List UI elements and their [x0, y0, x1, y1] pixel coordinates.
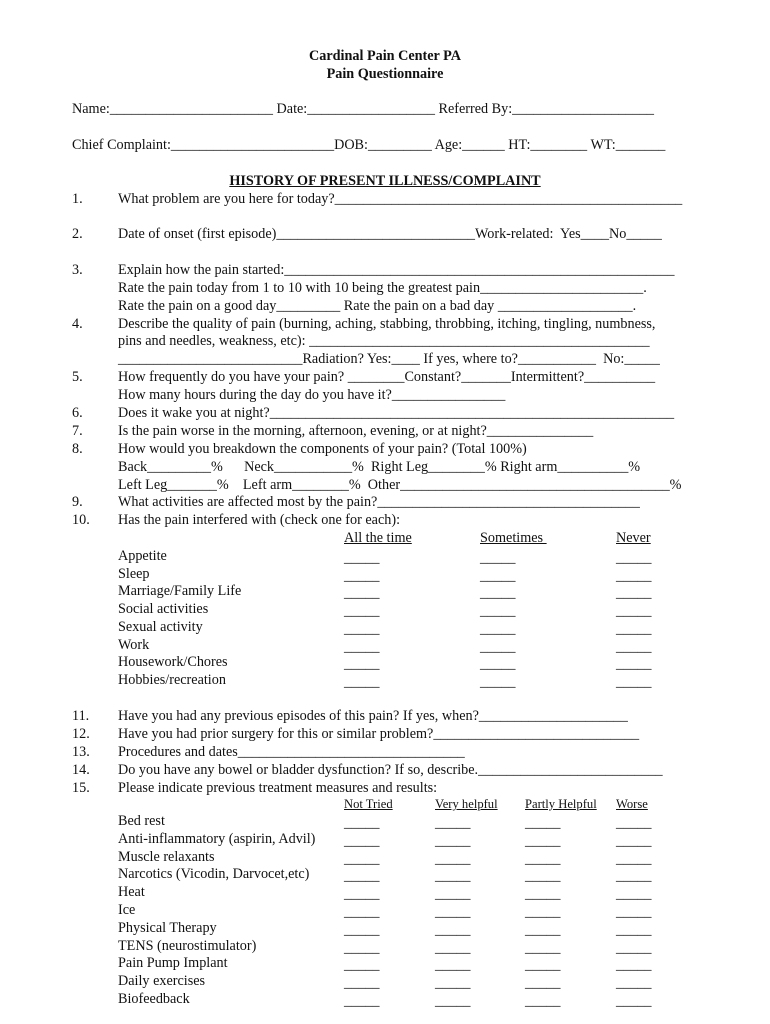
interference-check-blank[interactable]: _____	[616, 585, 652, 601]
question-number: 8.	[72, 441, 83, 457]
interference-check-blank[interactable]: _____	[344, 585, 380, 601]
question-1[interactable]: What problem are you here for today?_________________________________________________	[118, 191, 683, 207]
treatment-check-blank[interactable]: _____	[616, 957, 652, 973]
question-15: Please indicate previous treatment measures and results:	[118, 780, 438, 796]
question-11[interactable]: Have you had any previous episodes of this pain? If yes, when?_____________________	[118, 708, 628, 724]
question-13[interactable]: Procedures and dates________________________________	[118, 744, 465, 760]
treatment-row-label: Anti-inflammatory (aspirin, Advil)	[118, 831, 316, 847]
treatment-row-label: Narcotics (Vicodin, Darvocet,etc)	[118, 866, 310, 882]
question-2[interactable]: Date of onset (first episode)____________________________Work-related: Yes____No_____	[118, 226, 662, 242]
question-7[interactable]: Is the pain worse in the morning, afternoon, evening, or at night?_______________	[118, 423, 594, 439]
treatment-check-blank[interactable]: _____	[435, 815, 471, 831]
question-number: 15.	[72, 780, 90, 796]
treatment-check-blank[interactable]: _____	[525, 833, 561, 849]
question-number: 13.	[72, 744, 90, 760]
treatment-check-blank[interactable]: _____	[616, 851, 652, 867]
column-header-all-the-time: All the time	[344, 530, 412, 546]
treatment-check-blank[interactable]: _____	[435, 957, 471, 973]
treatment-check-blank[interactable]: _____	[435, 904, 471, 920]
interference-row-label: Marriage/Family Life	[118, 583, 242, 599]
treatment-row-label: Daily exercises	[118, 973, 206, 989]
treatment-check-blank[interactable]: _____	[344, 975, 380, 991]
treatment-check-blank[interactable]: _____	[616, 975, 652, 991]
treatment-check-blank[interactable]: _____	[344, 993, 380, 1009]
treatment-row-label: Biofeedback	[118, 991, 190, 1007]
treatment-check-blank[interactable]: _____	[616, 993, 652, 1009]
interference-check-blank[interactable]: _____	[344, 568, 380, 584]
interference-check-blank[interactable]: _____	[344, 656, 380, 672]
question-number: 2.	[72, 226, 83, 242]
interference-check-blank[interactable]: _____	[480, 568, 516, 584]
treatment-check-blank[interactable]: _____	[344, 922, 380, 938]
question-number: 14.	[72, 762, 90, 778]
question-10: Has the pain interfered with (check one for each):	[118, 512, 401, 528]
interference-row-label: Sleep	[118, 566, 150, 582]
column-header-very-helpful: Very helpful	[435, 797, 498, 811]
treatment-check-blank[interactable]: _____	[344, 851, 380, 867]
treatment-check-blank[interactable]: _____	[435, 833, 471, 849]
interference-check-blank[interactable]: _____	[344, 603, 380, 619]
treatment-check-blank[interactable]: _____	[344, 957, 380, 973]
treatment-row-label: Physical Therapy	[118, 920, 217, 936]
treatment-check-blank[interactable]: _____	[616, 868, 652, 884]
treatment-row-label: TENS (neurostimulator)	[118, 938, 257, 954]
treatment-check-blank[interactable]: _____	[616, 815, 652, 831]
treatment-check-blank[interactable]: _____	[525, 957, 561, 973]
treatment-check-blank[interactable]: _____	[344, 815, 380, 831]
question-number: 7.	[72, 423, 83, 439]
treatment-row-label: Ice	[118, 902, 136, 918]
interference-row-label: Sexual activity	[118, 619, 203, 635]
treatment-check-blank[interactable]: _____	[616, 922, 652, 938]
question-number: 1.	[72, 191, 83, 207]
question-number: 11.	[72, 708, 90, 724]
column-header-partly-helpful: Partly Helpful	[525, 797, 597, 811]
question-5-hours[interactable]: How many hours during the day do you have it?________________	[118, 387, 506, 403]
question-14[interactable]: Do you have any bowel or bladder dysfunction? If so, describe.__________________________	[118, 762, 663, 778]
question-8-back-neck-right[interactable]: Back_________% Neck___________% Right Leg________% Right arm__________%	[118, 459, 641, 475]
treatment-check-blank[interactable]: _____	[525, 975, 561, 991]
interference-check-blank[interactable]: _____	[616, 621, 652, 637]
treatment-check-blank[interactable]: _____	[435, 940, 471, 956]
interference-check-blank[interactable]: _____	[480, 603, 516, 619]
interference-row-label: Appetite	[118, 548, 167, 564]
interference-check-blank[interactable]: _____	[344, 639, 380, 655]
column-header-sometimes: Sometimes	[480, 530, 547, 546]
treatment-check-blank[interactable]: _____	[344, 886, 380, 902]
question-number: 5.	[72, 369, 83, 385]
interference-row-label: Housework/Chores	[118, 654, 228, 670]
treatment-row-label: Bed rest	[118, 813, 165, 829]
question-9[interactable]: What activities are affected most by the pain?_____________________________________	[118, 494, 640, 510]
treatment-check-blank[interactable]: _____	[344, 940, 380, 956]
question-number: 4.	[72, 316, 83, 332]
question-4: Describe the quality of pain (burning, aching, stabbing, throbbing, itching, tingling, numbness,	[118, 316, 656, 332]
form-title: Pain Questionnaire	[326, 66, 444, 82]
question-6[interactable]: Does it wake you at night?_________________________________________________________	[118, 405, 675, 421]
treatment-check-blank[interactable]: _____	[616, 833, 652, 849]
treatment-check-blank[interactable]: _____	[435, 851, 471, 867]
treatment-check-blank[interactable]: _____	[616, 904, 652, 920]
treatment-check-blank[interactable]: _____	[525, 940, 561, 956]
question-3-pain-today[interactable]: Rate the pain today from 1 to 10 with 10 being the greatest pain_______________________.	[118, 280, 647, 296]
interference-check-blank[interactable]: _____	[616, 568, 652, 584]
question-8-left-other[interactable]: Left Leg_______% Left arm________% Other______________________________________%	[118, 477, 682, 493]
question-number: 3.	[72, 262, 83, 278]
treatment-row-label: Heat	[118, 884, 145, 900]
treatment-check-blank[interactable]: _____	[435, 993, 471, 1009]
interference-check-blank[interactable]: _____	[480, 656, 516, 672]
treatment-check-blank[interactable]: _____	[525, 868, 561, 884]
treatment-check-blank[interactable]: _____	[525, 993, 561, 1009]
treatment-check-blank[interactable]: _____	[344, 904, 380, 920]
question-12[interactable]: Have you had prior surgery for this or similar problem?_____________________________	[118, 726, 640, 742]
treatment-check-blank[interactable]: _____	[435, 975, 471, 991]
interference-check-blank[interactable]: _____	[616, 674, 652, 690]
interference-check-blank[interactable]: _____	[616, 550, 652, 566]
question-number: 12.	[72, 726, 90, 742]
treatment-check-blank[interactable]: _____	[435, 886, 471, 902]
question-4-radiation[interactable]: __________________________Radiation? Yes:____ If yes, where to?___________ No:_____	[118, 351, 660, 367]
question-3[interactable]: Explain how the pain started:_______________________________________________________	[118, 262, 675, 278]
interference-check-blank[interactable]: _____	[616, 639, 652, 655]
interference-check-blank[interactable]: _____	[344, 621, 380, 637]
patient-info-line-1[interactable]: Name:_______________________ Date:__________________ Referred By:____________________	[72, 101, 655, 117]
interference-row-label: Work	[118, 637, 150, 653]
interference-check-blank[interactable]: _____	[480, 674, 516, 690]
interference-check-blank[interactable]: _____	[616, 656, 652, 672]
interference-check-blank[interactable]: _____	[480, 550, 516, 566]
treatment-check-blank[interactable]: _____	[525, 886, 561, 902]
interference-check-blank[interactable]: _____	[344, 674, 380, 690]
question-number: 6.	[72, 405, 83, 421]
column-header-worse: Worse	[616, 797, 648, 811]
treatment-check-blank[interactable]: _____	[525, 851, 561, 867]
interference-row-label: Social activities	[118, 601, 209, 617]
treatment-check-blank[interactable]: _____	[616, 940, 652, 956]
column-header-not-tried: Not Tried	[344, 797, 393, 811]
column-header-never: Never	[616, 530, 651, 546]
question-4-continued[interactable]: pins and needles, weakness, etc): ________________________________________________	[118, 333, 650, 349]
treatment-check-blank[interactable]: _____	[344, 868, 380, 884]
patient-info-line-2[interactable]: Chief Complaint:_______________________DOB:_________ Age:______ HT:________ WT:_______	[72, 137, 666, 153]
treatment-check-blank[interactable]: _____	[525, 904, 561, 920]
interference-check-blank[interactable]: _____	[480, 585, 516, 601]
question-5[interactable]: How frequently do you have your pain? ________Constant?_______Intermittent?__________	[118, 369, 656, 385]
organization-name: Cardinal Pain Center PA	[309, 48, 461, 64]
question-number: 9.	[72, 494, 83, 510]
treatment-check-blank[interactable]: _____	[435, 922, 471, 938]
question-number: 10.	[72, 512, 90, 528]
treatment-check-blank[interactable]: _____	[616, 886, 652, 902]
treatment-check-blank[interactable]: _____	[525, 815, 561, 831]
treatment-check-blank[interactable]: _____	[435, 868, 471, 884]
interference-check-blank[interactable]: _____	[480, 639, 516, 655]
treatment-check-blank[interactable]: _____	[344, 833, 380, 849]
section-title: HISTORY OF PRESENT ILLNESS/COMPLAINT	[229, 173, 541, 189]
treatment-check-blank[interactable]: _____	[525, 922, 561, 938]
question-8: How would you breakdown the components of your pain? (Total 100%)	[118, 441, 527, 457]
question-3-pain-range[interactable]: Rate the pain on a good day_________ Rate the pain on a bad day ___________________.	[118, 298, 637, 314]
interference-check-blank[interactable]: _____	[616, 603, 652, 619]
treatment-row-label: Muscle relaxants	[118, 849, 215, 865]
interference-check-blank[interactable]: _____	[480, 621, 516, 637]
interference-check-blank[interactable]: _____	[344, 550, 380, 566]
treatment-row-label: Pain Pump Implant	[118, 955, 228, 971]
interference-row-label: Hobbies/recreation	[118, 672, 226, 688]
